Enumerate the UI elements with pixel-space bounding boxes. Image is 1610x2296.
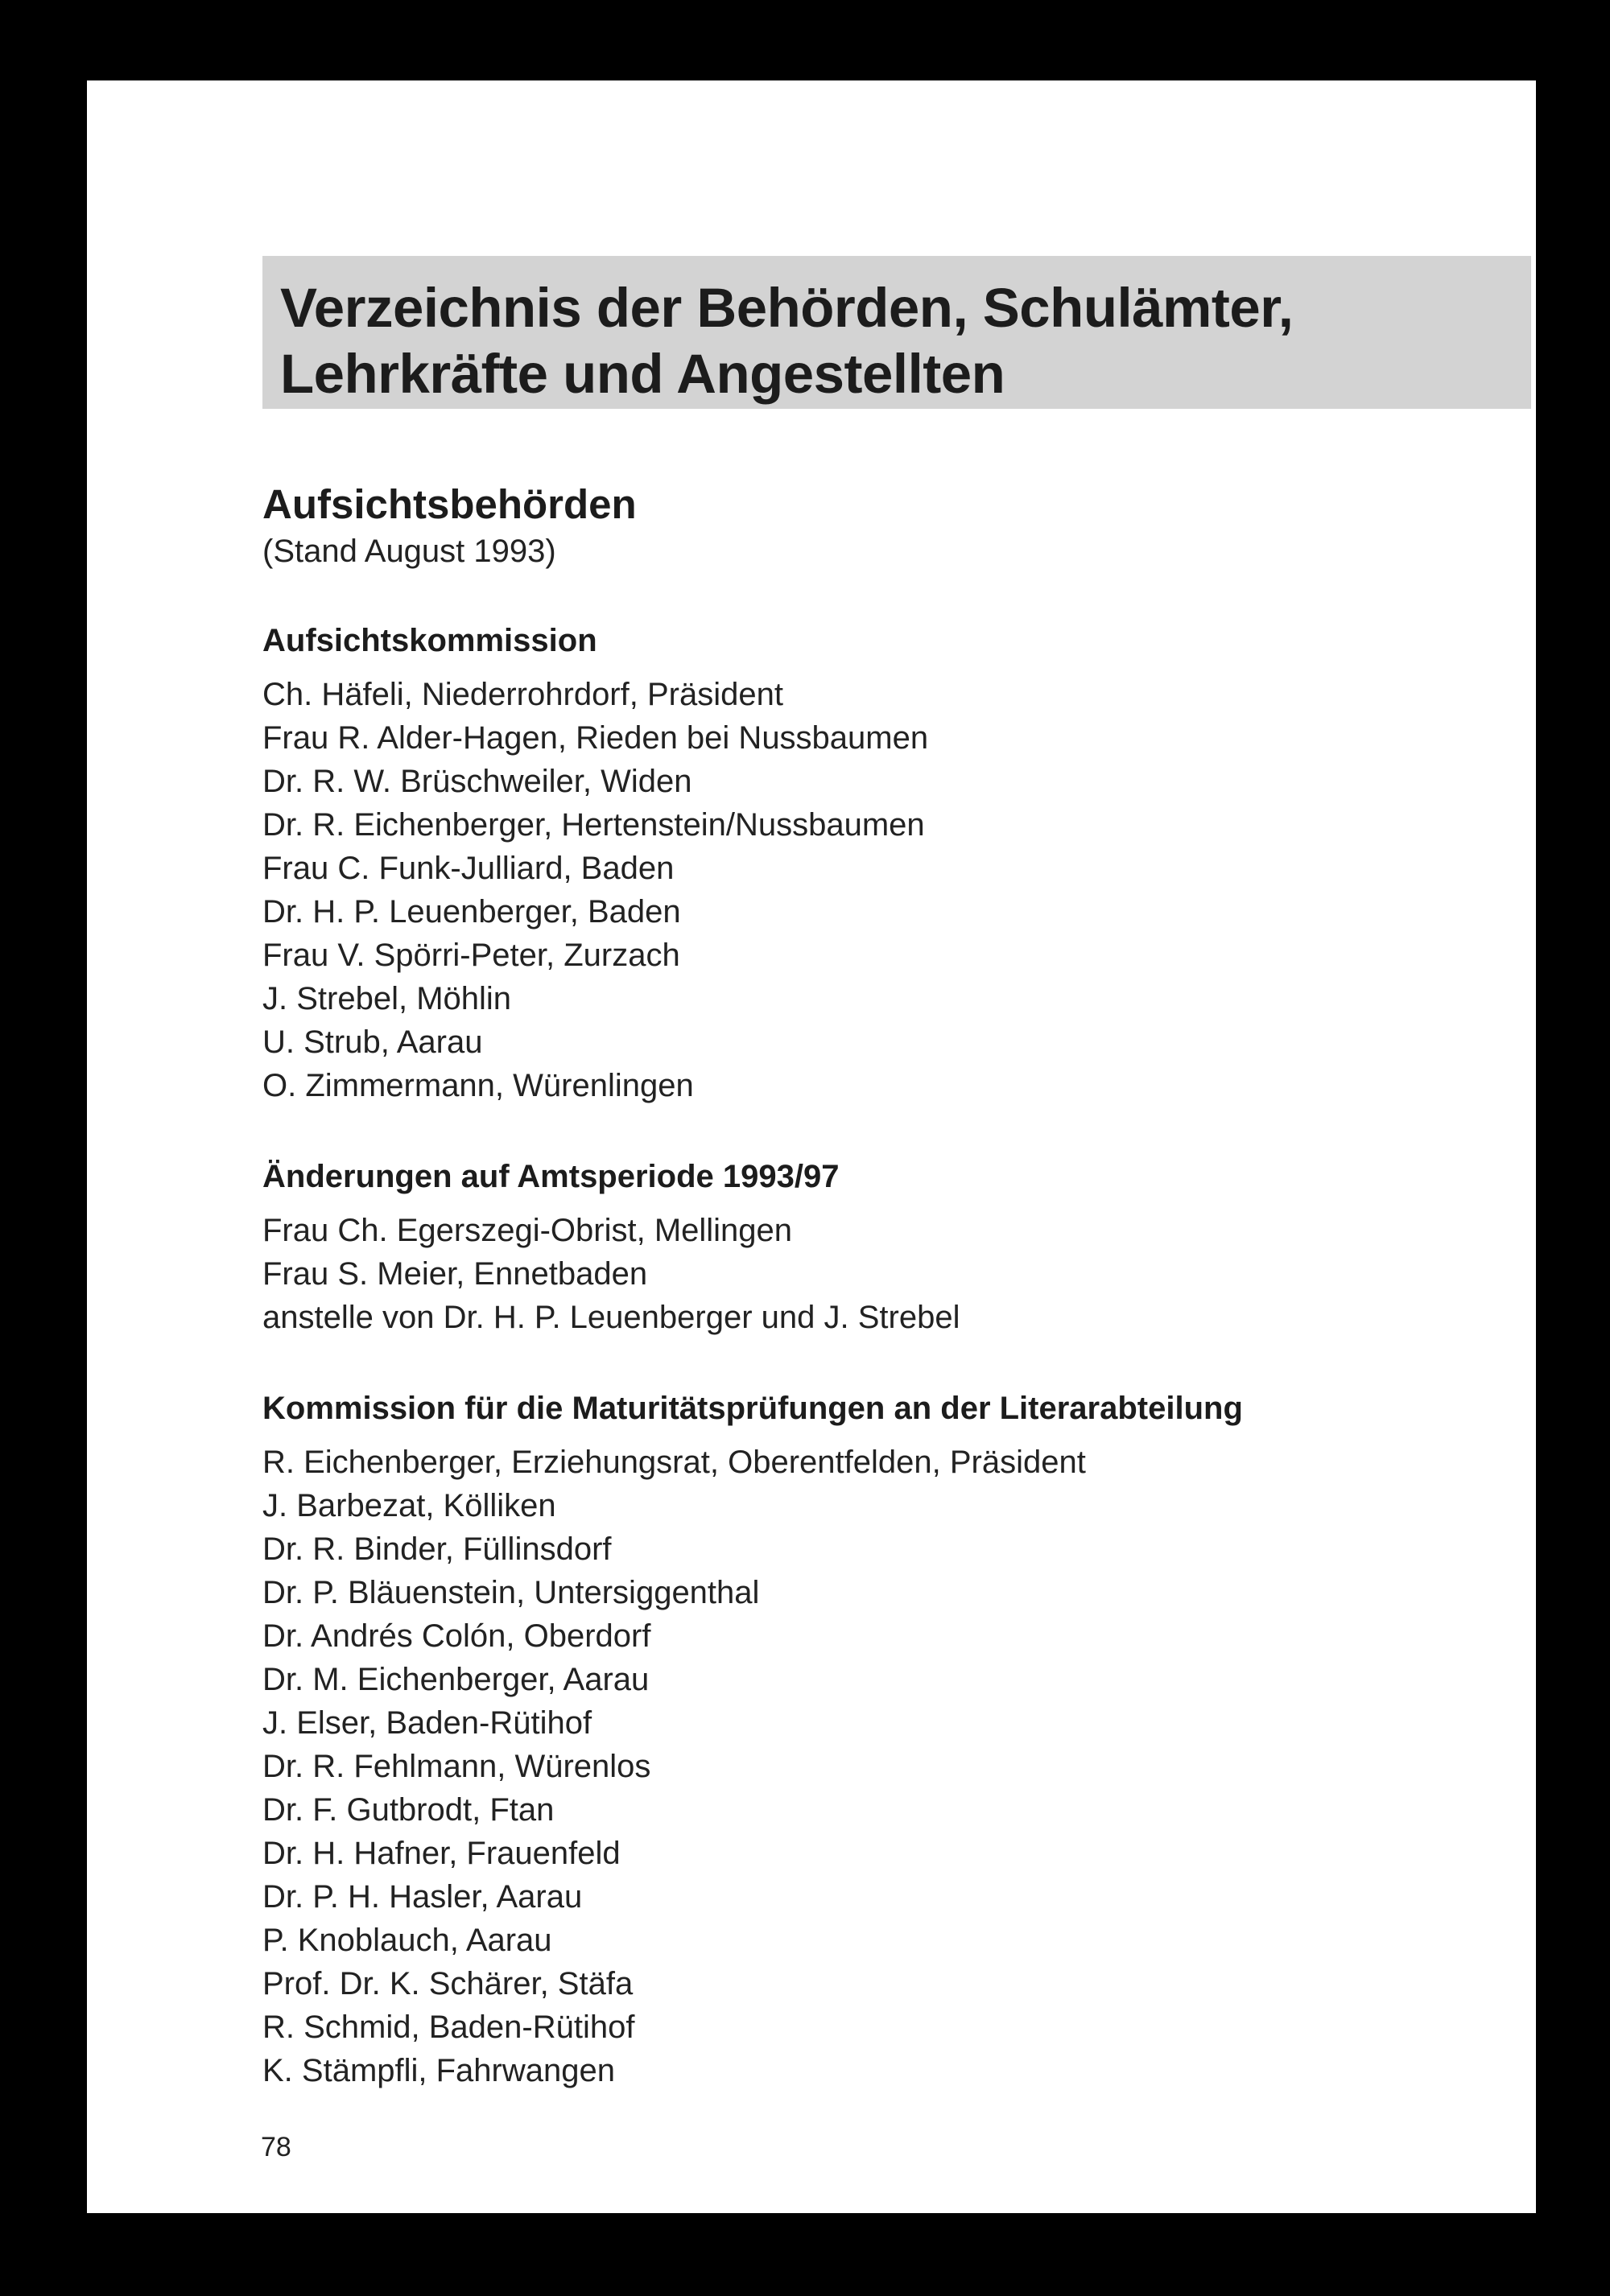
title-banner [262,256,1531,409]
list-item: P. Knoblauch, Aarau [262,1923,552,1958]
main-heading: Aufsichtsbehörden [262,481,637,527]
stand-date: (Stand August 1993) [262,534,556,569]
list-item: Frau Ch. Egerszegi-Obrist, Mellingen [262,1213,793,1248]
list-item: Dr. P. H. Hasler, Aarau [262,1879,583,1915]
section-heading: Aufsichtskommission [262,623,597,658]
list-item: Dr. R. W. Brüschweiler, Widen [262,764,692,799]
list-item: Dr. R. Eichenberger, Hertenstein/Nussbaumen [262,807,925,843]
section-maturitaetskommission [262,1386,1526,2092]
list-item: Ch. Häfeli, Niederrohrdorf, Präsident [262,677,783,712]
list-item: Prof. Dr. K. Schärer, Stäfa [262,1966,634,2001]
entry-list [262,1441,1526,2092]
list-item: J. Barbezat, Kölliken [262,1488,556,1523]
list-item: Dr. R. Binder, Füllinsdorf [262,1531,612,1567]
page-title-line-1: Verzeichnis der Behörden, Schulämter, [280,277,1294,339]
list-item: Frau S. Meier, Ennetbaden [262,1256,648,1292]
list-item: Dr. H. Hafner, Frauenfeld [262,1836,621,1871]
document-page [87,80,1536,2213]
list-item: Dr. H. P. Leuenberger, Baden [262,894,681,930]
page-number: 78 [261,2132,291,2162]
list-item: J. Strebel, Möhlin [262,981,512,1016]
list-item: K. Stämpfli, Fahrwangen [262,2053,615,2088]
list-item: J. Elser, Baden-Rütihof [262,1705,592,1741]
section-aufsichtskommission [262,618,1526,1107]
list-item: Frau R. Alder-Hagen, Rieden bei Nussbaumen [262,720,929,756]
list-item: Dr. M. Eichenberger, Aarau [262,1662,650,1697]
list-item: U. Strub, Aarau [262,1024,483,1060]
list-item: Dr. F. Gutbrodt, Ftan [262,1792,555,1828]
section-heading: Änderungen auf Amtsperiode 1993/97 [262,1159,840,1194]
list-item: Dr. Andrés Colón, Oberdorf [262,1618,651,1654]
list-item: anstelle von Dr. H. P. Leuenberger und J. Strebel [262,1300,960,1335]
entry-list [262,673,1526,1107]
list-item: R. Schmid, Baden-Rütihof [262,2010,635,2045]
list-item: Frau V. Spörri-Peter, Zurzach [262,938,680,973]
section-aenderungen [262,1154,1526,1339]
list-item: Dr. R. Fehlmann, Würenlos [262,1749,651,1784]
document-body [262,480,1526,2092]
section-heading: Kommission für die Maturitätsprüfungen an der Literarabteilung [262,1391,1243,1426]
list-item: O. Zimmermann, Würenlingen [262,1068,694,1103]
list-item: R. Eichenberger, Erziehungsrat, Oberentfelden, Präsident [262,1445,1086,1480]
page-title-line-2: Lehrkräfte und Angestellten [280,343,1005,405]
list-item: Dr. P. Bläuenstein, Untersiggenthal [262,1575,760,1610]
list-item: Frau C. Funk-Julliard, Baden [262,851,675,886]
entry-list [262,1209,1526,1339]
